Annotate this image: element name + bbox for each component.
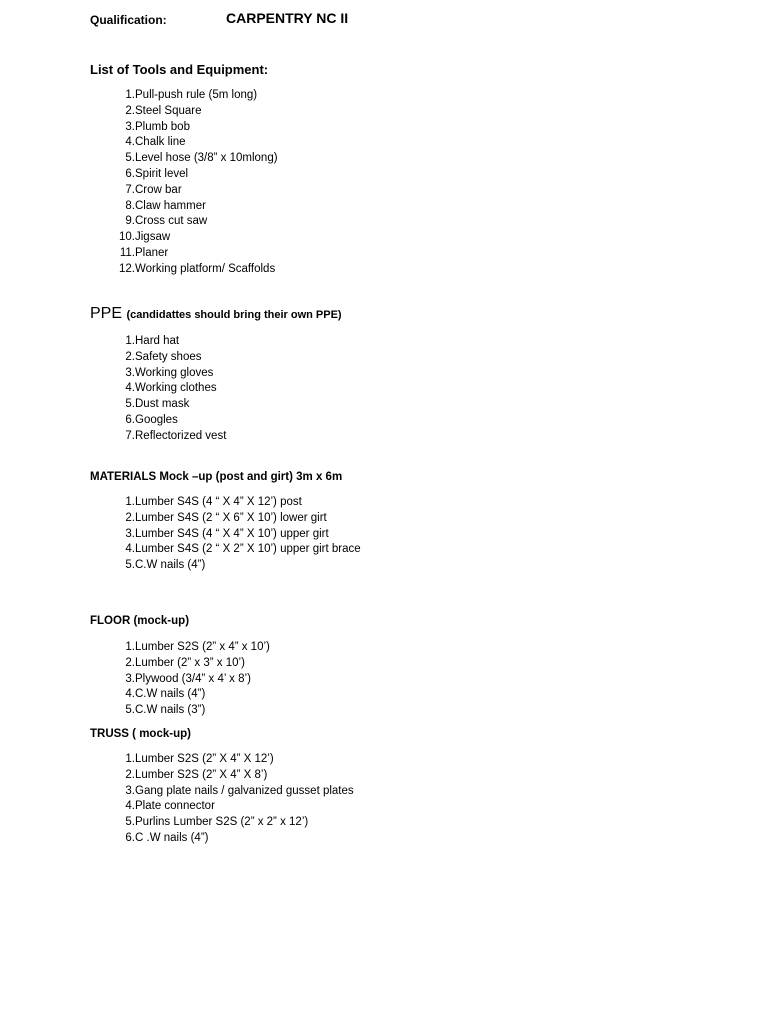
list-item xyxy=(90,120,690,136)
list-item-text: Gang plate nails / galvanized gusset plates xyxy=(135,784,354,797)
list-item xyxy=(90,334,690,350)
list-item-number: 2. xyxy=(125,656,135,669)
list-item-number: 1. xyxy=(125,496,135,508)
list-item xyxy=(90,397,690,413)
list-item-number: 2. xyxy=(125,768,135,781)
list-item-number: 4. xyxy=(125,136,135,149)
list-item-text: Dust mask xyxy=(135,398,190,411)
list-item xyxy=(90,183,690,199)
list-item xyxy=(90,104,690,120)
qualification-value: CARPENTRY NC II xyxy=(226,10,349,26)
list-item-text: Purlins Lumber S2S (2” x 2” x 12’) xyxy=(135,816,309,829)
list-item-text: Plywood (3/4” x 4’ x 8’) xyxy=(135,672,251,685)
list-item-text: Lumber (2” x 3” x 10’) xyxy=(135,656,245,669)
list-item-text: Reflectorized vest xyxy=(135,429,227,442)
list-item-number: 7. xyxy=(125,183,135,196)
list-item-text: Hard hat xyxy=(135,335,180,347)
materials-list xyxy=(90,495,690,574)
list-item xyxy=(90,815,690,831)
list-item-text: Steel Square xyxy=(135,104,202,117)
list-item xyxy=(90,768,690,784)
list-item xyxy=(90,381,690,397)
list-item xyxy=(90,135,690,151)
list-item-number: 10. xyxy=(119,231,135,244)
list-item xyxy=(90,429,690,445)
list-item-number: 4. xyxy=(125,688,135,701)
list-item xyxy=(90,799,690,815)
list-item xyxy=(90,672,690,688)
list-item-number: 4. xyxy=(125,800,135,813)
list-item-text: C.W nails (4”) xyxy=(135,559,206,572)
list-item-text: Crow bar xyxy=(135,183,182,196)
list-item xyxy=(90,558,690,574)
list-item-text: C.W nails (3”) xyxy=(135,704,206,717)
list-item xyxy=(90,167,690,183)
ppe-heading-note: (candidattes should bring their own PPE) xyxy=(126,309,342,321)
qualification-label: Qualification: xyxy=(90,13,167,27)
list-item xyxy=(90,262,690,278)
list-item-number: 3. xyxy=(125,527,135,540)
list-item xyxy=(90,511,690,527)
list-item-number: 2. xyxy=(125,104,135,117)
list-item-text: C .W nails (4”) xyxy=(135,831,209,844)
tools-heading: List of Tools and Equipment: xyxy=(90,62,269,77)
list-item-number: 3. xyxy=(125,366,135,379)
list-item xyxy=(90,151,690,167)
list-item-number: 3. xyxy=(125,672,135,685)
list-item-text: Lumber S4S (4 “ X 4” X 12’) post xyxy=(135,496,302,508)
list-item-text: Planer xyxy=(135,246,169,259)
list-item xyxy=(90,687,690,703)
list-item-number: 6. xyxy=(125,167,135,180)
list-item-text: C.W nails (4”) xyxy=(135,688,206,701)
list-item-number: 1. xyxy=(125,89,135,101)
list-item-text: Working clothes xyxy=(135,382,217,395)
list-item-text: Safety shoes xyxy=(135,350,202,363)
list-item xyxy=(90,542,690,558)
materials-heading: MATERIALS Mock –up (post and girt) 3m x 6m xyxy=(90,471,343,483)
list-item-number: 4. xyxy=(125,382,135,395)
list-item xyxy=(90,527,690,543)
list-item-text: Cross cut saw xyxy=(135,215,208,228)
qualification-row xyxy=(90,10,690,30)
list-item-number: 3. xyxy=(125,120,135,133)
list-item-number: 1. xyxy=(125,753,135,765)
list-item xyxy=(90,656,690,672)
list-item-number: 2. xyxy=(125,350,135,363)
list-item-number: 1. xyxy=(125,335,135,347)
list-item-text: Claw hammer xyxy=(135,199,206,212)
list-item-number: 7. xyxy=(125,429,135,442)
list-item-number: 5. xyxy=(125,559,135,572)
tools-list xyxy=(90,88,690,278)
list-item-text: Spirit level xyxy=(135,167,189,180)
list-item xyxy=(90,199,690,215)
list-item-number: 1. xyxy=(125,641,135,653)
list-item-number: 4. xyxy=(125,543,135,556)
list-item-text: Lumber S4S (4 “ X 4” X 10’) upper girt xyxy=(135,527,329,540)
list-item-text: Lumber S2S (2” X 4” X 8’) xyxy=(135,768,268,781)
list-item-text: Level hose (3/8” x 10mlong) xyxy=(135,152,278,165)
list-item xyxy=(90,784,690,800)
ppe-heading-title: PPE xyxy=(90,305,123,322)
list-item-text: Lumber S4S (2 “ X 2” X 10’) upper girt brace xyxy=(135,543,361,556)
list-item-text: Plumb bob xyxy=(135,120,190,133)
list-item-text: Chalk line xyxy=(135,136,186,149)
list-item-number: 9. xyxy=(125,215,135,228)
list-item-number: 2. xyxy=(125,511,135,524)
list-item-number: 8. xyxy=(125,199,135,212)
list-item xyxy=(90,214,690,230)
list-item xyxy=(90,831,690,847)
list-item xyxy=(90,413,690,429)
list-item-number: 6. xyxy=(125,413,135,426)
list-item xyxy=(90,246,690,262)
ppe-heading xyxy=(90,305,342,323)
list-item xyxy=(90,88,690,104)
list-item-number: 12. xyxy=(119,262,135,275)
list-item xyxy=(90,703,690,719)
floor-list xyxy=(90,640,690,719)
ppe-list xyxy=(90,334,690,445)
list-item-text: Working gloves xyxy=(135,366,214,379)
list-item-number: 6. xyxy=(125,831,135,844)
list-item-text: Lumber S2S (2” x 4” x 10’) xyxy=(135,641,270,653)
list-item-text: Lumber S2S (2” X 4” X 12’) xyxy=(135,753,274,765)
list-item-text: Jigsaw xyxy=(135,231,171,244)
floor-heading: FLOOR (mock-up) xyxy=(90,615,190,627)
list-item-number: 11. xyxy=(119,246,135,259)
truss-list xyxy=(90,752,690,847)
list-item-text: Working platform/ Scaffolds xyxy=(135,262,276,275)
list-item-text: Pull-push rule (5m long) xyxy=(135,89,258,101)
list-item xyxy=(90,495,690,511)
list-item-number: 3. xyxy=(125,784,135,797)
list-item xyxy=(90,230,690,246)
list-item xyxy=(90,350,690,366)
list-item-text: Plate connector xyxy=(135,800,215,813)
list-item xyxy=(90,640,690,656)
list-item-number: 5. xyxy=(125,398,135,411)
list-item xyxy=(90,752,690,768)
list-item-number: 5. xyxy=(125,704,135,717)
truss-heading: TRUSS ( mock-up) xyxy=(90,728,191,740)
list-item-number: 5. xyxy=(125,816,135,829)
list-item xyxy=(90,366,690,382)
list-item-number: 5. xyxy=(125,152,135,165)
list-item-text: Lumber S4S (2 “ X 6” X 10’) lower girt xyxy=(135,511,327,524)
list-item-text: Googles xyxy=(135,413,178,426)
